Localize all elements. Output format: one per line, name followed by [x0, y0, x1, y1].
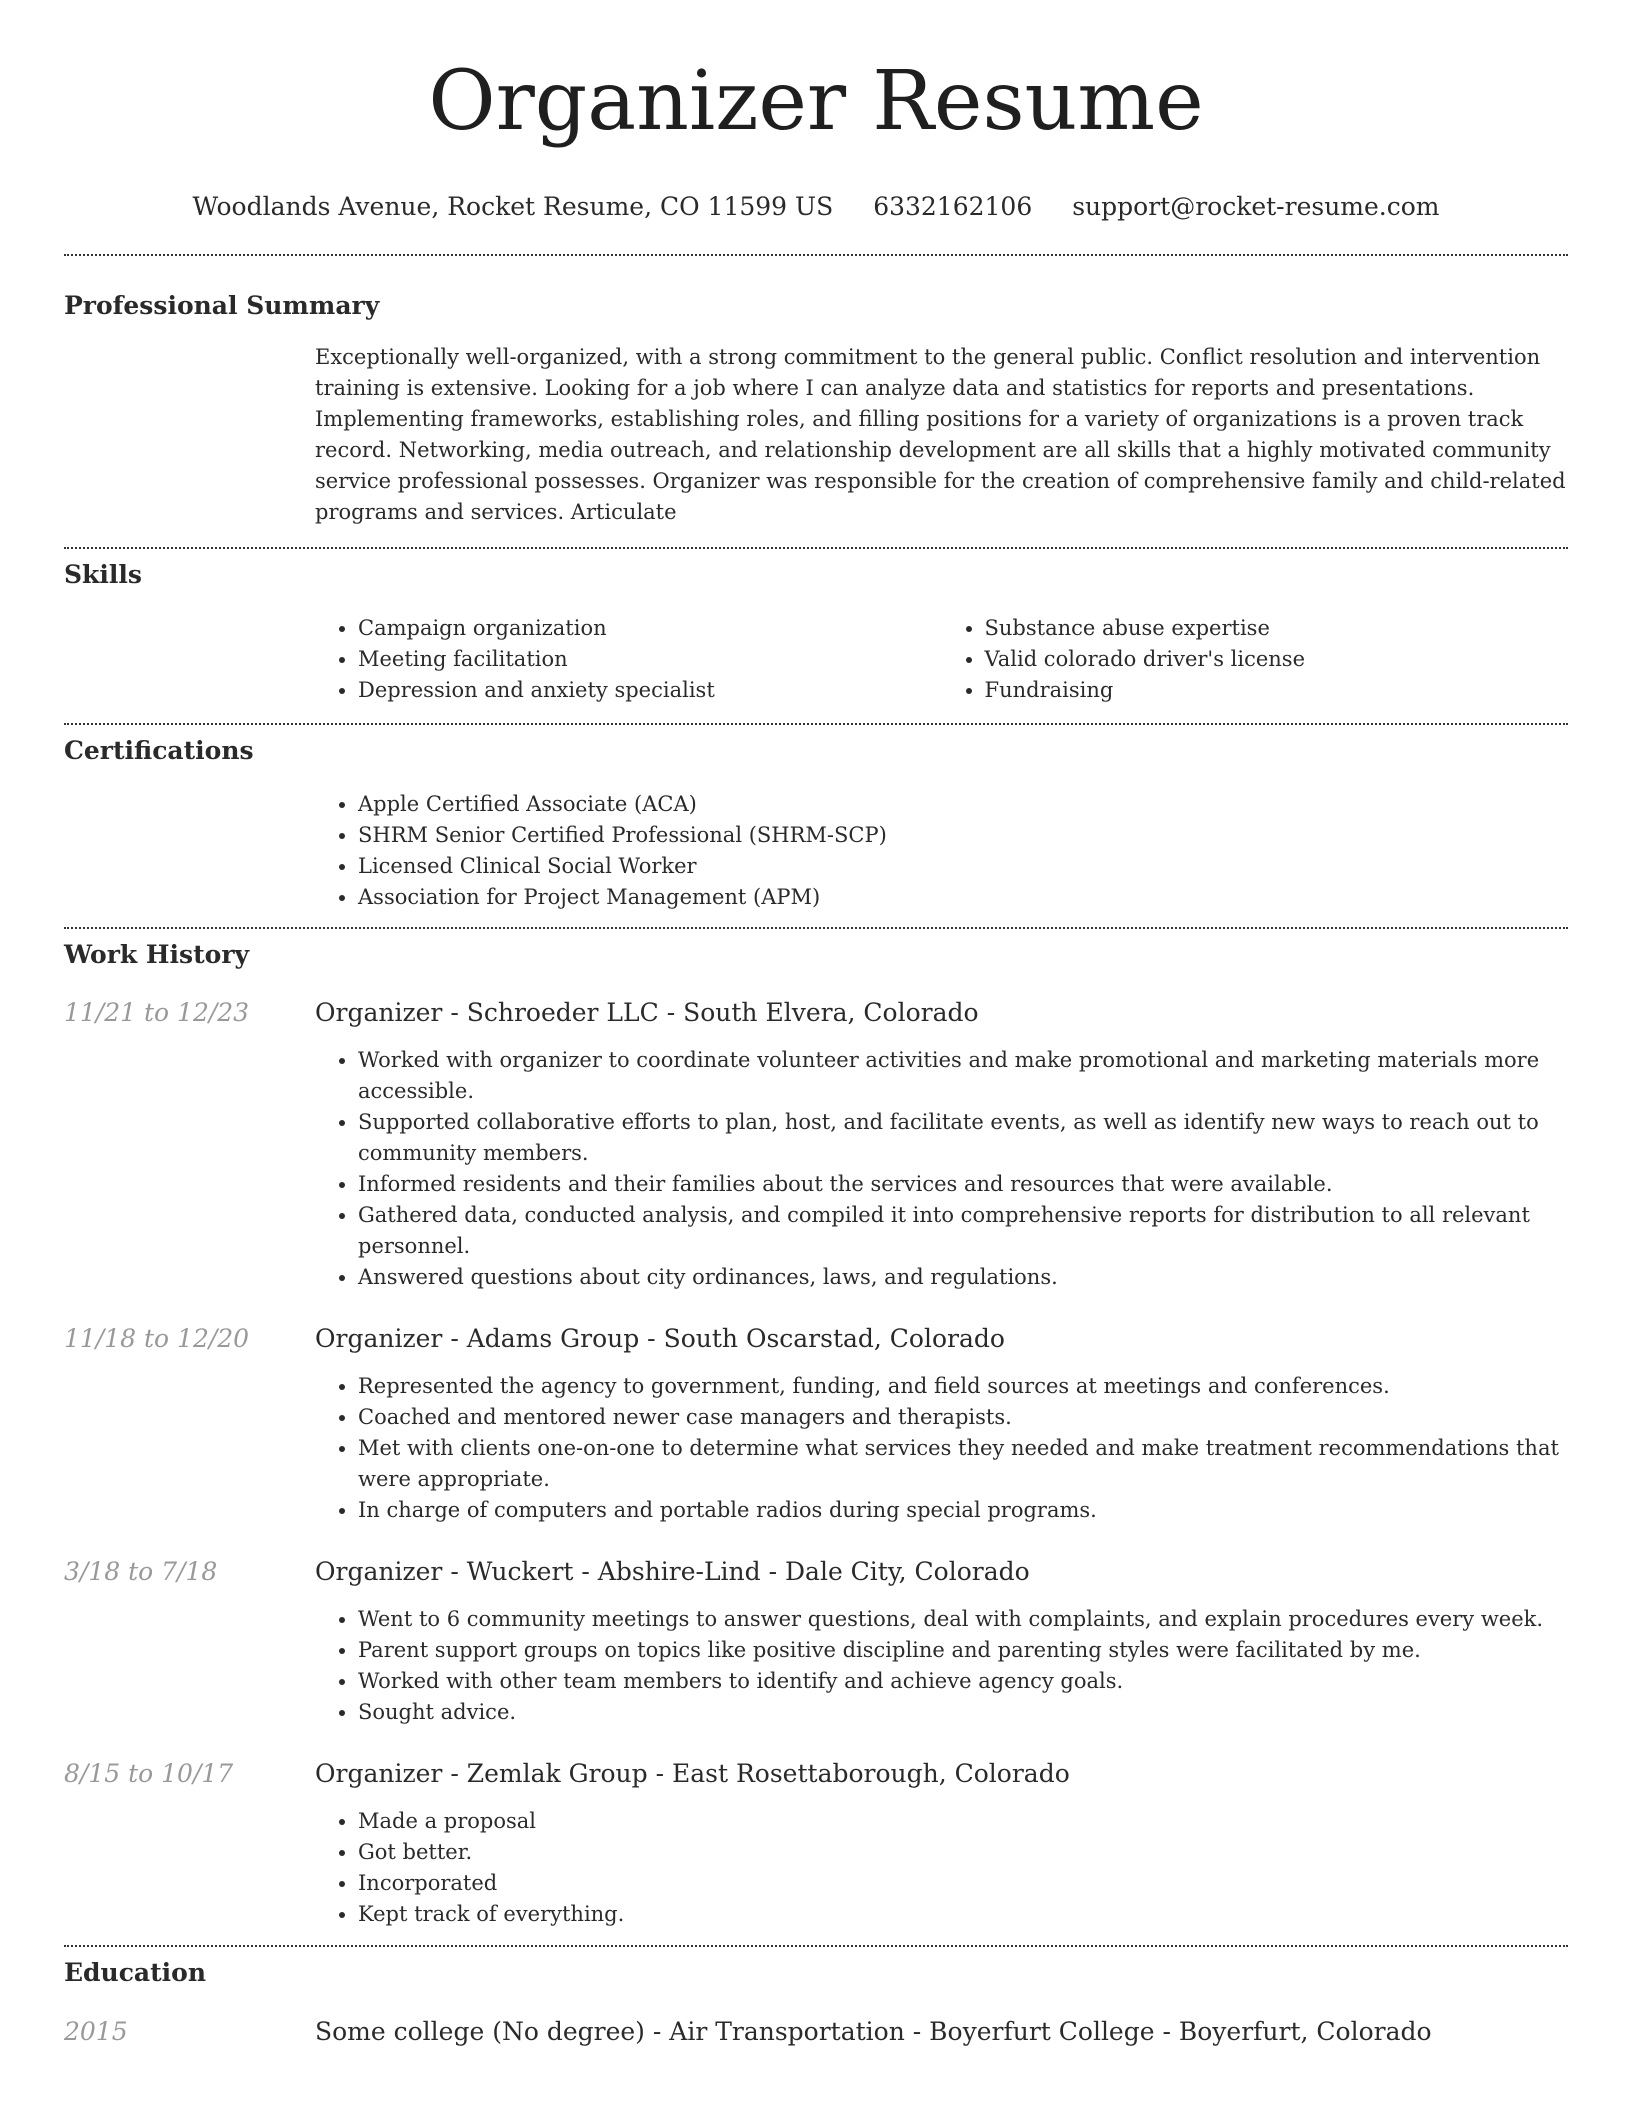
list-item: • Went to 6 community meetings to answer questions, deal with complaints, and explain procedures every week.	[358, 1604, 1568, 1635]
job-title: Organizer - Schroeder LLC - South Elvera, Colorado	[315, 998, 979, 1027]
list-item: • Parent support groups on topics like positive discipline and parenting styles were facilitated by me.	[358, 1635, 1568, 1666]
list-item: • Campaign organization	[358, 613, 942, 644]
summary-section	[64, 256, 1568, 528]
list-item: • Answered questions about city ordinances, laws, and regulations.	[358, 1262, 1568, 1293]
list-item: • Met with clients one-on-one to determine what services they needed and make treatment recommendations that were appropriate.	[358, 1433, 1568, 1495]
job-bullets	[315, 1045, 1568, 1293]
section-title-certifications: Certifications	[64, 736, 254, 765]
phone-text: 6332162106	[873, 192, 1033, 221]
contact-line	[64, 192, 1568, 222]
list-item: • Got better.	[358, 1837, 1568, 1868]
job-title: Organizer - Adams Group - South Oscarstad, Colorado	[315, 1324, 1005, 1353]
skills-section	[64, 549, 1568, 706]
page-title: Organizer Resume	[428, 54, 1204, 149]
list-item: • Incorporated	[358, 1868, 1568, 1899]
list-item: • Valid colorado driver's license	[985, 644, 1569, 675]
job-header	[64, 997, 1568, 1029]
list-item: • SHRM Senior Certified Professional (SHRM-SCP)	[358, 820, 1568, 851]
certifications-content	[315, 789, 1568, 913]
job-bullets	[315, 1604, 1568, 1728]
list-item: • Made a proposal	[358, 1806, 1568, 1837]
job-bullets	[315, 1806, 1568, 1930]
job-title: Organizer - Wuckert - Abshire-Lind - Dale City, Colorado	[315, 1557, 1030, 1586]
section-title-skills: Skills	[64, 560, 142, 589]
list-item: • Apple Certified Associate (ACA)	[358, 789, 1568, 820]
list-item: • Gathered data, conducted analysis, and compiled it into comprehensive reports for distribution to all relevant personnel.	[358, 1200, 1568, 1262]
education-section	[64, 1947, 1568, 2048]
list-item: • Association for Project Management (APM)	[358, 882, 1568, 913]
list-item: • Fundraising	[985, 675, 1569, 706]
job-dates: 11/18 to 12/20	[64, 1324, 250, 1353]
list-item: • Meeting facilitation	[358, 644, 942, 675]
list-item: • Substance abuse expertise	[985, 613, 1569, 644]
education-description: Some college (No degree) - Air Transportation - Boyerfurt College - Boyerfurt, Colorado	[315, 2017, 1432, 2046]
job-entry	[64, 1556, 1568, 1728]
list-item: • Sought advice.	[358, 1697, 1568, 1728]
list-item: • Worked with organizer to coordinate volunteer activities and make promotional and marketing materials more accessible.	[358, 1045, 1568, 1107]
skills-list-right	[942, 613, 1569, 706]
list-item: • Represented the agency to government, funding, and field sources at meetings and conferences.	[358, 1371, 1568, 1402]
certifications-list	[315, 789, 1568, 913]
list-item: • Worked with other team members to identify and achieve agency goals.	[358, 1666, 1568, 1697]
job-dates: 11/21 to 12/23	[64, 998, 250, 1027]
section-title-education: Education	[64, 1958, 207, 1987]
list-item: • Licensed Clinical Social Worker	[358, 851, 1568, 882]
summary-text: Exceptionally well-organized, with a strong commitment to the general public. Conflict resolution and intervention training is extensive. Looking for a job where I can analyze data and statistics for reports and presentations. Implementing frameworks, establishing roles, and filling positions for a variety of organizations is a proven track record. Networking, media outreach, and relationship development are all skills that a highly motivated community service professional possesses. Organizer was responsible for the creation of comprehensive family and child-related programs and services. Articulate	[315, 345, 1566, 524]
certifications-section	[64, 725, 1568, 913]
address-text: Woodlands Avenue, Rocket Resume, CO 11599 US	[192, 192, 834, 221]
job-entry	[64, 1323, 1568, 1526]
email-text: support@rocket-resume.com	[1072, 192, 1440, 221]
job-entry	[64, 997, 1568, 1293]
job-dates: 8/15 to 10/17	[64, 1759, 234, 1788]
job-bullet-list	[315, 1604, 1568, 1728]
work-history-section	[64, 929, 1568, 1930]
job-entry	[64, 1758, 1568, 1930]
section-title-work: Work History	[64, 940, 250, 969]
list-item: • Kept track of everything.	[358, 1899, 1568, 1930]
list-item: • Supported collaborative efforts to plan, host, and facilitate events, as well as identify new ways to reach out to community members.	[358, 1107, 1568, 1169]
job-dates: 3/18 to 7/18	[64, 1557, 218, 1586]
job-title: Organizer - Zemlak Group - East Rosettaborough, Colorado	[315, 1759, 1070, 1788]
job-header	[64, 1758, 1568, 1790]
education-year: 2015	[64, 2017, 128, 2046]
job-bullet-list	[315, 1045, 1568, 1293]
job-bullet-list	[315, 1806, 1568, 1930]
resume-page	[64, 0, 1568, 2048]
job-header	[64, 1323, 1568, 1355]
education-entry	[64, 2016, 1568, 2048]
section-title-summary: Professional Summary	[64, 291, 380, 320]
skills-list-left	[315, 613, 942, 706]
list-item: • In charge of computers and portable radios during special programs.	[358, 1495, 1568, 1526]
job-header	[64, 1556, 1568, 1588]
job-bullets	[315, 1371, 1568, 1526]
list-item: • Coached and mentored newer case managers and therapists.	[358, 1402, 1568, 1433]
skills-columns	[315, 613, 1568, 706]
job-bullet-list	[315, 1371, 1568, 1526]
list-item: • Depression and anxiety specialist	[358, 675, 942, 706]
list-item: • Informed residents and their families about the services and resources that were available.	[358, 1169, 1568, 1200]
